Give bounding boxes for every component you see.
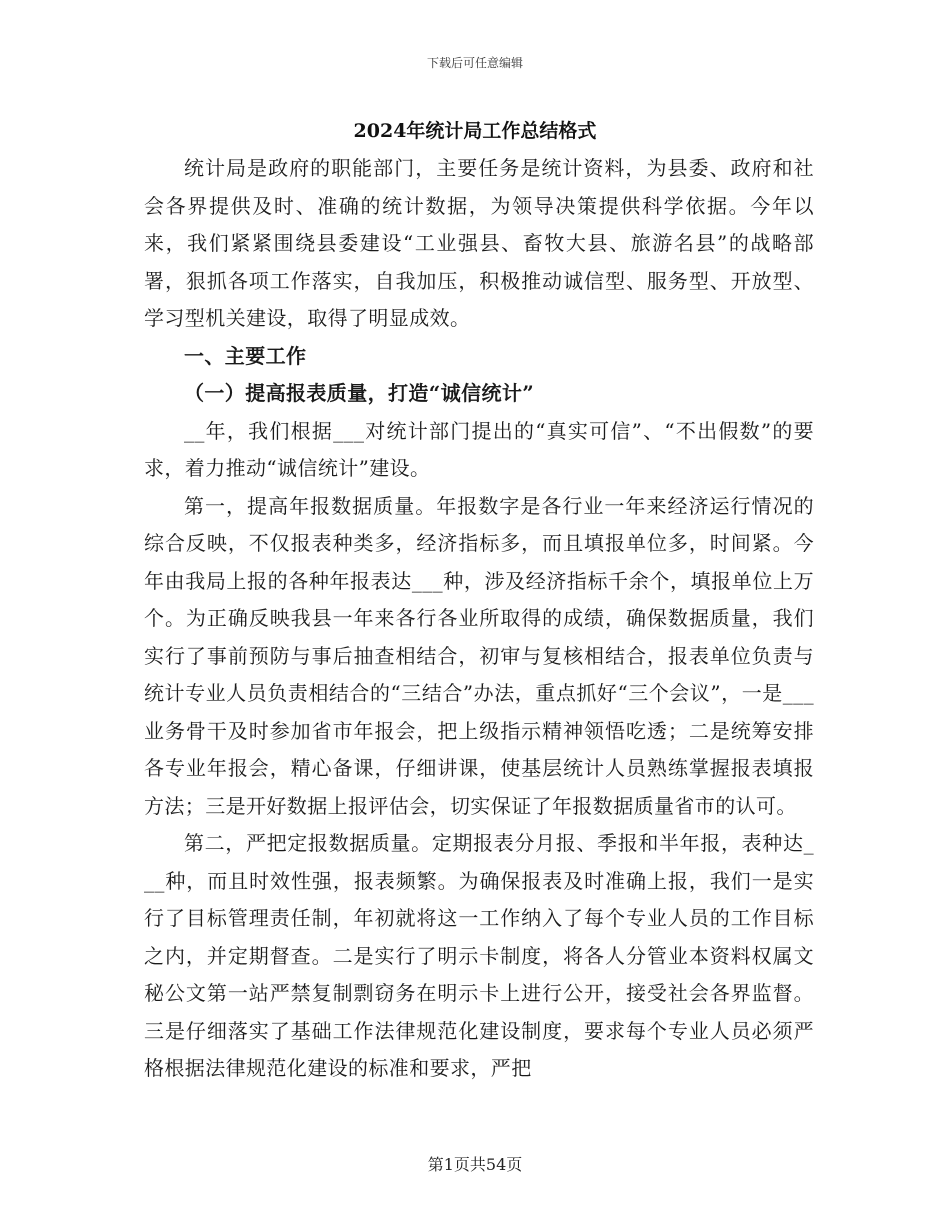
- body-paragraph-2: 第一，提高年报数据质量。年报数字是各行业一年来经济运行情况的综合反映，不仅报表种类多，经济指标多，而且填报单位多，时间紧。今年由我局上报的各种年报表达___种，涉及经济指标千余个，填报单位上万个。为正确反映我县一年来各行各业所取得的成绩，确保数据质量，我们实行了事前预防与事后抽查相结合，初审与复核相结合，报表单位负责与统计专业人员负责相结合的“三结合”办法，重点抓好“三个会议”，一是___业务骨干及时参加省市年报会，把上级指示精神领悟吃透；二是统筹安排各专业年报会，精心备课，仔细讲课，使基层统计人员熟练掌握报表填报方法；三是开好数据上报评估会，切实保证了年报数据质量省市的认可。: [144, 493, 814, 818]
- body-paragraph-1: __年，我们根据___对统计部门提出的“真实可信”、“不出假数”的要求，着力推动“诚信统计”建设。: [144, 418, 814, 480]
- document-body: [144, 150, 814, 1088]
- page-number: 第1页共54页: [427, 1155, 523, 1174]
- subsection-heading-report-quality: （一）提高报表质量，打造“诚信统计”: [184, 381, 535, 405]
- section-heading-main-work: 一、主要工作: [184, 343, 307, 368]
- intro-paragraph: 统计局是政府的职能部门，主要任务是统计资料，为县委、政府和社会各界提供及时、准确的统计数据，为领导决策提供科学依据。今年以来，我们紧紧围绕县委建设“工业强县、畜牧大县、旅游名县”的战略部署，狠抓各项工作落实，自我加压，积极推动诚信型、服务型、开放型、学习型机关建设，取得了明显成效。: [144, 156, 814, 330]
- document-title: 2024年统计局工作总结格式: [353, 120, 597, 142]
- body-paragraph-3: 第二，严把定报数据质量。定期报表分月报、季报和半年报，表种达___种，而且时效性强，报表频繁。为确保报表及时准确上报，我们一是实行了目标管理责任制，年初就将这一工作纳入了每个专业人员的工作目标之内，并定期督查。二是实行了明示卡制度，将各人分管业本资料权属文秘公文第一站严禁复制剽窃务在明示卡上进行公开，接受社会各界监督。三是仔细落实了基础工作法律规范化建设制度，要求每个专业人员必须严格根据法律规范化建设的标准和要求，严把: [144, 831, 814, 1080]
- page-header-note: 下载后可任意编辑: [426, 56, 523, 70]
